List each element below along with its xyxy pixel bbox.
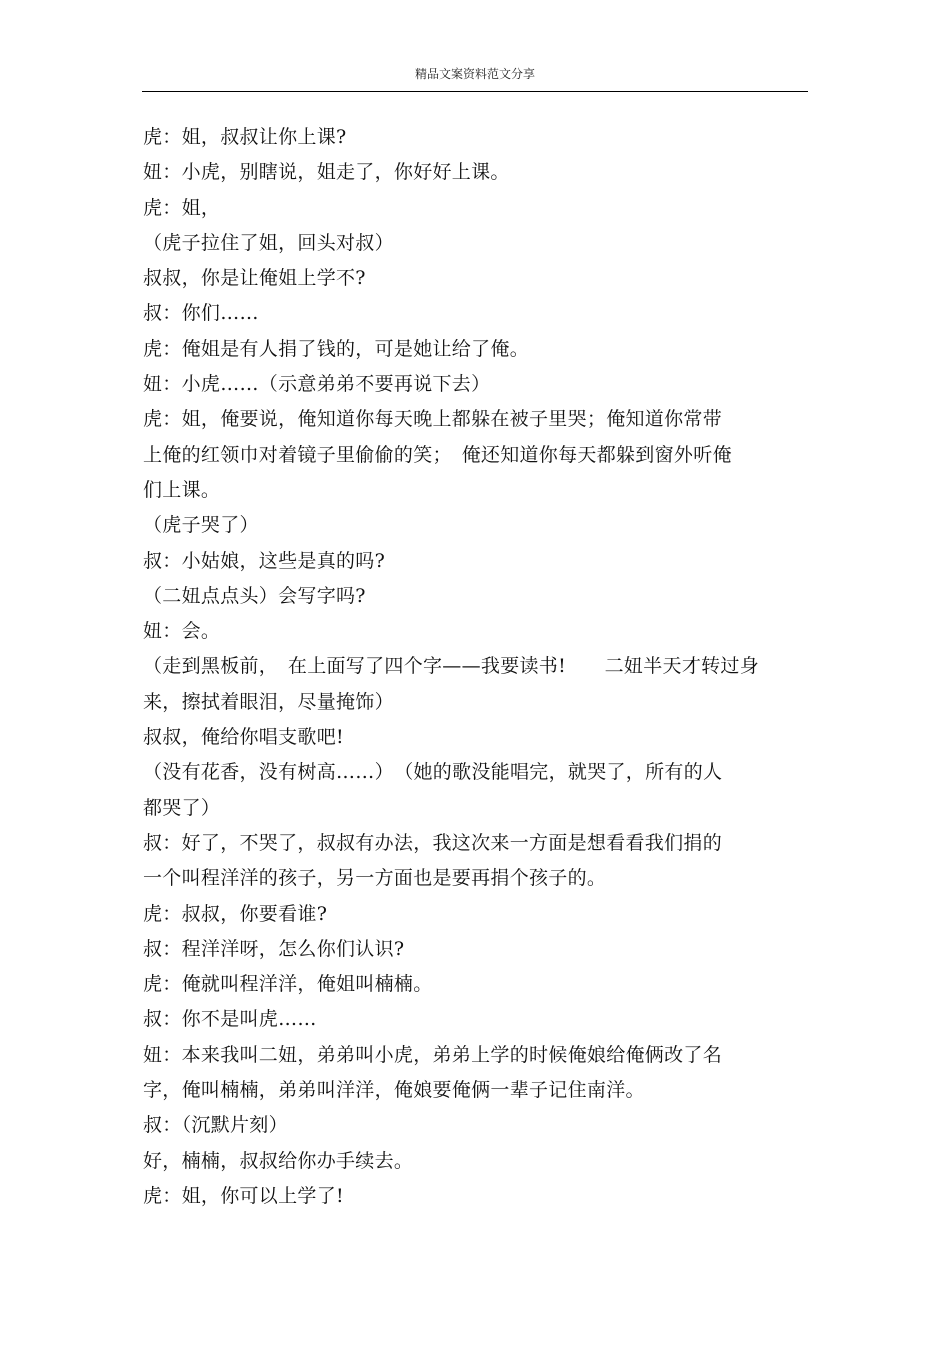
script-line: （虎子拉住了姐，回头对叔） [143,231,394,254]
script-line: 虎：姐，俺要说，俺知道你每天晚上都躲在被子里哭；俺知道你常带 [143,408,723,431]
script-line: （走到黑板前， 在上面写了四个字——我要读书! 二妞半天才转过身 [143,655,760,678]
script-line: 虎：姐，叔叔让你上课? [143,126,347,148]
script-line: 上俺的红领巾对着镜子里偷偷的笑； 俺还知道你每天都躲到窗外听俺 [143,443,732,466]
script-line: 来，擦拭着眼泪，尽量掩饰） [143,690,394,713]
script-line: 叔叔，你是让俺姐上学不? [143,267,366,290]
script-line: 妞：小虎……（示意弟弟不要再说下去） [143,373,491,396]
script-line: 叔叔，俺给你唱支歌吧! [143,726,344,749]
script-line: （二妞点点头）会写字吗? [143,584,366,607]
script-line: 叔：小姑娘，这些是真的吗? [143,549,386,572]
script-line: 虎：姐， [143,196,221,219]
script-line: 妞：本来我叫二妞，弟弟叫小虎，弟弟上学的时候俺娘给俺俩改了名 [143,1043,723,1066]
script-line: 虎：叔叔，你要看谁? [143,902,328,925]
script-line: 一个叫程洋洋的孩子，另一方面也是要再捐个孩子的。 [143,867,607,890]
script-line: 叔：好了，不哭了，叔叔有办法，我这次来一方面是想看看我们捐的 [143,831,723,854]
script-line: 字，俺叫楠楠，弟弟叫洋洋，俺娘要俺俩一辈子记住南洋。 [143,1079,645,1102]
script-line: 叔：你不是叫虎…… [143,1008,317,1031]
script-line: （虎子哭了） [143,514,259,537]
script-line: 们上课。 [143,478,221,501]
script-line: 叔：（沉默片刻） [143,1114,288,1137]
script-line: 好，楠楠，叔叔给你办手续去。 [143,1149,414,1172]
script-line: 叔：程洋洋呀，怎么你们认识? [143,937,405,960]
script-line: 妞：会。 [143,620,221,643]
script-line: 虎：俺就叫程洋洋，俺姐叫楠楠。 [143,973,433,996]
script-line: 叔：你们…… [143,302,259,325]
script-line: 妞：小虎，别瞎说，姐走了，你好好上课。 [143,161,510,184]
script-line: 虎：俺姐是有人捐了钱的，可是她让给了俺。 [143,337,530,360]
script-body [143,120,809,1214]
script-line: 虎：姐，你可以上学了! [143,1184,344,1207]
script-line: （没有花香，没有树高……） （她的歌没能唱完，就哭了，所有的人 [143,761,723,784]
page-header: 精品文案资料范文分享 [414,67,535,81]
header-divider [142,91,808,92]
script-line: 都哭了） [143,796,221,819]
